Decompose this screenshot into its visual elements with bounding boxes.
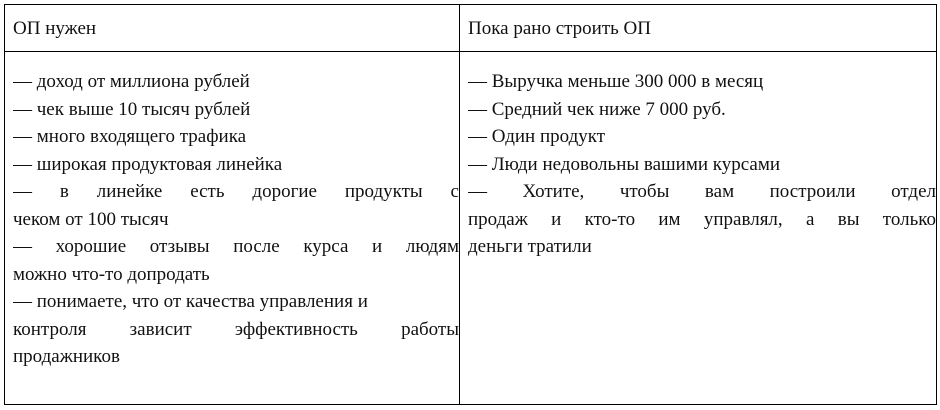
- right-list-item: деньги тратили: [468, 236, 592, 257]
- right-list-item: продаж и кто-то им управлял, а вы только: [468, 208, 936, 230]
- left-list-item: продажников: [13, 346, 120, 367]
- left-list-item: — широкая продуктовая линейка: [13, 153, 283, 175]
- left-column-body: [5, 52, 460, 405]
- left-list-item: — хорошие отзывы после курса и людям: [13, 236, 459, 257]
- right-list-item: — Хотите, чтобы вам построили отдел: [468, 181, 936, 202]
- body-row: [5, 52, 937, 405]
- right-list-item: — Один продукт: [468, 126, 606, 147]
- header-row: [5, 5, 937, 52]
- right-column-header: [460, 5, 937, 52]
- left-list-item: — понимаете, что от качества управления и: [13, 291, 368, 312]
- left-list-item: — чек выше 10 тысяч рублей: [13, 98, 251, 120]
- right-header-text: Пока рано строить ОП: [468, 18, 651, 39]
- right-list-item: — Средний чек ниже 7 000 руб.: [468, 98, 726, 120]
- left-list-item: чеком от 100 тысяч: [13, 208, 169, 230]
- left-list-item: можно что-то допродать: [13, 263, 210, 285]
- right-list-item: — Выручка меньше 300 000 в месяц: [468, 71, 764, 92]
- left-list-item: — много входящего трафика: [13, 126, 247, 147]
- comparison-table: [4, 4, 937, 405]
- left-list-item: — доход от миллиона рублей: [13, 71, 250, 92]
- left-header-text: ОП нужен: [13, 18, 97, 39]
- left-column-header: [5, 5, 460, 52]
- left-list-item: контроля зависит эффективность работы: [13, 318, 459, 340]
- right-list-item: — Люди недовольны вашими курсами: [468, 153, 781, 175]
- left-list-item: — в линейке есть дорогие продукты с: [13, 181, 459, 202]
- right-column-body: [460, 52, 937, 405]
